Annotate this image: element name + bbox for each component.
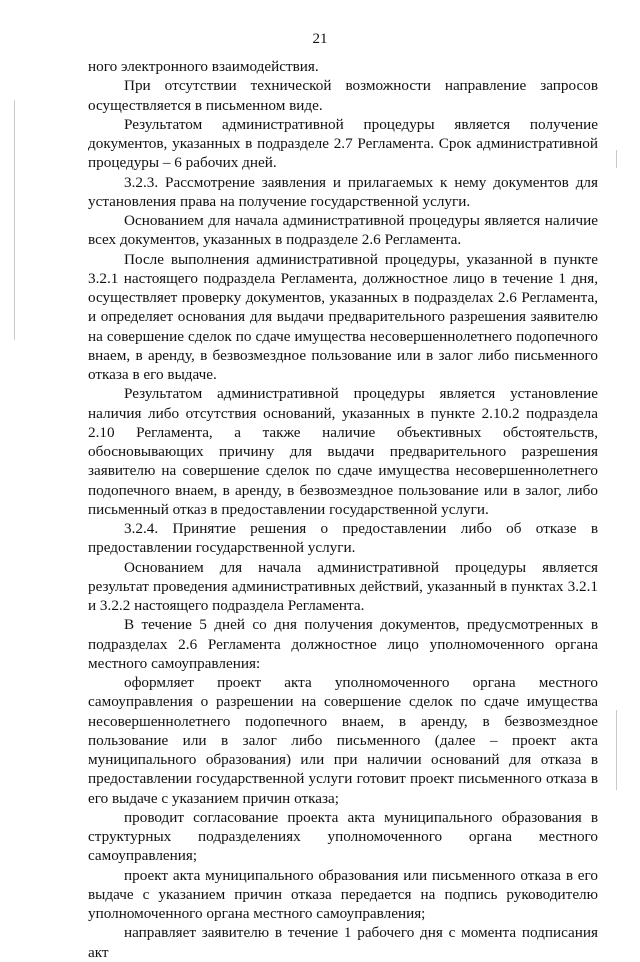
document-body [88, 57, 598, 962]
section-heading-3-2-4: 3.2.4. Принятие решения о предоставлении либо об отказе в предоставлении государственной услуги. [88, 520, 598, 557]
paragraph-6: После выполнения административной процедуры, указанной в пункте 3.2.1 настоящего подраздела Регламента, должностное лицо в течение 1 дня, осуществляет проверку документов, указанных в подразделах 2.6 Регламента, и определяет основания для выдачи предварительного разрешения заявителю на совершение сделок по сдаче имущества несовершеннолетнего подопечного внаем, в аренду, в безвозмездное пользование или в залог либо письменного отказа в его выдаче. [88, 250, 598, 383]
paragraph-7: Результатом административной процедуры является установление наличия либо отсутствия оснований, указанных в пункте 2.10.2 подраздела 2.10 Регламента, а также наличие объективных обстоятельств, обосновывающих причину для выдачи предварительного разрешения заявителю на совершение сделок по сдаче имущества несовершеннолетнего подопечного внаем, в аренду, в безвозмездное пользование или в залог, либо письменный отказ в предоставлении государственной услуги. [88, 385, 598, 518]
scan-artifact-left [14, 100, 15, 340]
paragraph-5: Основанием для начала административной процедуры является наличие всех документов, указанных в подразделе 2.6 Регламента. [88, 212, 598, 249]
paragraph-1: ного электронного взаимодействия. [88, 58, 319, 75]
list-item-4: направляет заявителю в течение 1 рабочего дня с момента подписания акт [88, 924, 598, 961]
scan-artifact-right-2 [616, 710, 617, 790]
scan-artifact-right-1 [616, 150, 617, 168]
list-item-1: оформляет проект акта уполномоченного органа местного самоуправления о разрешении на совершение сделок по сдаче имущества несовершеннолетнего подопечного внаем, в аренду, в безвозмездное пользование или в залог либо письменного (далее – проект акта муниципального образования) или при наличии оснований для отказа в предоставлении государственной услуги готовит проект письменного отказа в его выдаче с указанием причин отказа; [88, 674, 598, 807]
list-item-3: проект акта муниципального образования или письменного отказа в его выдаче с указанием причин отказа передается на подпись руководителю уполномоченного органа местного самоуправления; [88, 866, 598, 922]
paragraph-3: Результатом административной процедуры является получение документов, указанных в подразделе 2.7 Регламента. Срок административной процедуры – 6 рабочих дней. [88, 115, 598, 172]
page-number: 21 [312, 31, 328, 47]
paragraph-9: Основанием для начала административной процедуры является результат проведения административных действий, указанный в пунктах 3.2.1 и 3.2.2 настоящего подраздела Регламента. [88, 558, 598, 614]
paragraph-10: В течение 5 дней со дня получения документов, предусмотренных в подразделах 2.6 Регламента должностное лицо уполномоченного органа местного самоуправления: [88, 616, 598, 672]
list-item-2: проводит согласование проекта акта муниципального образования в структурных подразделениях уполномоченного органа местного самоуправления; [88, 808, 598, 865]
paragraph-2: При отсутствии технической возможности направление запросов осуществляется в письменном виде. [88, 77, 598, 114]
section-heading-3-2-3: 3.2.3. Рассмотрение заявления и прилагаемых к нему документов для установления права на получение государственной услуги. [88, 173, 598, 210]
